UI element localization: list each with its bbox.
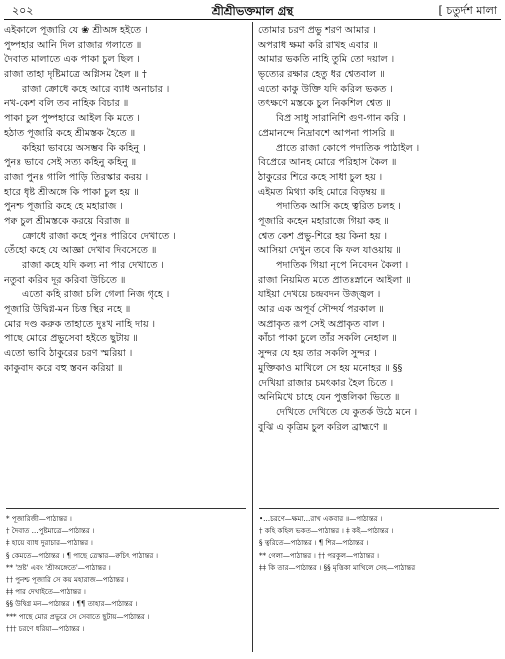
left-verse-list [4, 24, 248, 377]
verse-line: যাইয়া দেখয়ে চন্দ্রবদন উজ্জ্বল । [258, 289, 381, 301]
verse-line: পুনঃ ভাবে সেই সত্য কহিনু কহিনু ॥ [4, 157, 137, 169]
verse-line: এতো কাকু উক্তি যদি করিল ভকত । [258, 83, 393, 95]
verse-line: শ্বেত কেশ প্রভু-শিরে হয় কিনা হয় । [258, 230, 388, 242]
verse-line: আসিয়া দেখুন তবে কি ফল যাওয়ায় ॥ [258, 245, 401, 257]
verse-line: দেখিয়া রাজার চমৎকার হৈল চিতে । [258, 377, 394, 389]
verse-line: মুক্তিকাও মাখিলে সে হয় মনোহর ॥ §§ [258, 362, 403, 374]
verse-line: হারে ধৃষ্ট শ্রীঅঙ্গে কি পাকা চুল হয় ॥ [4, 186, 139, 198]
verse-line: আর এক অপূর্ব সৌন্দর্য পরকাল ॥ [258, 304, 384, 316]
verse-line: পাছে মোরে প্রভুসেবা হইতে ছুটায় ॥ [4, 333, 138, 345]
verse-line: প্রাতে রাজা কোপে পদাতিক পাঠাইল । [276, 142, 420, 154]
verse-line: বিপ্র সাধু সারানিশি গুণ-গান করি । [276, 113, 406, 125]
footnote: * পূজারিজী—পাঠান্তর । [6, 515, 72, 523]
verse-line: রাজা তাহা দৃষ্টিমাত্রে অগ্নিসম হৈল ॥ † [4, 69, 147, 81]
left-footnotes [6, 513, 250, 635]
verse-line: পুনশ্চ পূজারি কহে হে মহারাজ । [4, 201, 123, 213]
footnote: ** গেলা—পাঠান্তর । †† পরকুল—পাঠান্তর । [259, 551, 379, 560]
verse-line: নতুবা করিব দূর করিবা উচিতে ॥ [4, 274, 126, 286]
footnote: ‡‡ পার দেখাইতে—পাঠান্তর । [6, 588, 86, 597]
verse-line: এতো কহি রাজা চলি গেলা নিজ গৃহে । [22, 289, 170, 301]
page-number: ২০২ [12, 4, 34, 17]
verse-line: ভৃত্যের রক্ষার হেতু ধর শ্বেতবাল ॥ [258, 69, 385, 81]
footnote: † কহি কহিল ভকত—পাঠান্তর । ‡ কই—পাঠান্তর । [259, 527, 394, 536]
verse-line: এইমত মিথ্যা কহি মোরে বিড়ম্বয় ॥ [258, 186, 386, 198]
verse-line: বিপ্রেরে আনহ মোরে পরিহাস কৈল ॥ [258, 157, 397, 169]
column-divider [252, 22, 253, 652]
verse-line: পদাতিক আসি কহে ত্বরিত চলহ । [276, 201, 401, 213]
verse-line: পুষ্পহার আনি দিল রাজার গলাতে ॥ [4, 39, 142, 51]
verse-line: কহিয়া ভাবয়ে অসম্ভব কি কহিনু । [22, 142, 146, 154]
verse-line: পাকা চুল পুষ্পহারে আইল কি মতে । [4, 113, 140, 125]
footnote: § ত্বরিতে—পাঠান্তর । ¶ শির—পাঠান্তর । [259, 539, 369, 548]
verse-line: তোমার চরণ প্রভু শরণ আমার । [258, 25, 376, 36]
verse-line: রাজা ক্রোধে কহে আরে ব্যাধ অনাচার । [22, 83, 170, 95]
footnote-rule-right [259, 508, 499, 509]
verse-line: পূজারি কহেন মহারাজে গিয়া কহ ॥ [258, 215, 389, 227]
section-label: [ চতুর্দশ মালা [438, 4, 497, 17]
footnote: † দৈবাত …পুষ্টমাত্রে—পাঠান্তর । [6, 527, 95, 536]
footnote: § কেমতে—পাঠান্তর । ¶ পাছে ত্রেস্কার—ক্বচিৎ পাঠান্তর । [6, 551, 158, 560]
verse-line: তৎক্ষণে মস্তকে চুল নিকশিল শ্বেত ॥ [258, 98, 391, 110]
verse-line: নখ-কেশ বলি তব নাহিক বিচার ॥ [4, 98, 129, 110]
page-header [4, 2, 501, 20]
footnote: ††† চরণে ধরিয়া—পাঠান্তর । [6, 624, 85, 633]
footnote: •…চরণে—ক্ষমা…রাখ একবার ॥—পাঠান্তর । [259, 515, 383, 523]
verse-line: বুঝি এ কৃত্রিম চুল করিল ব্রাহ্মণে ॥ [258, 421, 388, 433]
verse-line: দৈবাত মালাতে এক পাকা চুল ছিল । [4, 54, 140, 66]
verse-line: অপরাধ ক্ষমা করি রাখহ এবার ॥ [258, 39, 378, 51]
verse-line: কাঁচা পাকা চুলে তাঁর সকলি নেহাল ॥ [258, 333, 397, 345]
right-verse-list [258, 24, 502, 435]
verse-line: পদাতিক গিয়া নৃপে নিবেদন কৈলা । [276, 260, 409, 271]
verse-line: আমার ভকতি নাহি তুমি তো দয়াল । [258, 54, 395, 66]
right-verse-column [258, 24, 502, 435]
footnote: *** পাছে মোর প্রভুরে সে সেবাতে ছুটায়—পাঠান্তর । [6, 612, 150, 621]
book-title: শ্রীশ্রীভক্তমাল গ্রন্থ [211, 4, 294, 18]
verse-line: অনিমিখে চাহে যেন পুত্তলিকা ভিতে ॥ [258, 392, 400, 404]
left-verse-column [4, 24, 248, 377]
footnote-rule-left [6, 508, 246, 509]
verse-line: দেখিতে দেখিতে যে কুতর্ক উঠে মনে । [276, 406, 418, 418]
right-footnotes [259, 513, 503, 574]
verse-line: প্রেমানন্দে নিদ্রাবশে আপনা পাসরি ॥ [258, 127, 395, 139]
verse-line: রাজা নিয়মিত মতে প্রাতঃস্নানে আইলা ॥ [258, 274, 411, 286]
verse-line: ঠাকুরের শিরে কহে সাধা চুল হয় । [258, 171, 383, 183]
footnote: †† পুনশ্চ পূজারি সে কয় মহারাজ—পাঠান্তর । [6, 575, 129, 584]
verse-line: রাজা পুনঃ গালি পাড়ি তিরস্কার করয় । [4, 171, 149, 183]
verse-line: রাজা কহে যদি কল্য না পার দেখাতে । [22, 260, 164, 271]
verse-line: অপ্রাকৃত রূপ সেই অপ্রাকৃত বাল । [258, 318, 385, 330]
verse-line: মোর দণ্ড করুক তাহাতে দুঃখ নাহি দায় । [4, 318, 156, 330]
verse-line: পক্ব চুল শ্রীমস্তকে করয়ে বিরাজ ॥ [4, 215, 130, 227]
verse-line: এতো ভাবি ঠাকুরের চরণ স্মরিয়া । [4, 348, 133, 360]
footnote: ** 'স্রষ্ট' এবং 'শ্রীঅঙ্গেতে'—পাঠান্তর । [6, 563, 111, 572]
footnote: ‡‡ কি তার—পাঠান্তর । §§ মৃত্তিকা মাখিলে সেহ—পাঠান্তর [259, 563, 416, 572]
verse-line: তেঁহো কহে যে আজ্ঞা দেখাব দিবসেতে ॥ [4, 245, 157, 257]
footnote: ‡ হায়ে ব্যাধ দুরাচার—পাঠান্তর । [6, 539, 93, 548]
verse-line: ক্রোধে রাজা কহে পুনঃ পারিবে দেখাতে । [22, 230, 176, 242]
verse-line: কাকুবাদ করে বহু স্তবন করিয়া ॥ [4, 362, 123, 374]
verse-line: সুন্দর যে হয় তার সকলি সুন্দর । [258, 348, 377, 360]
verse-line: পূজারি উদ্বিগ্ন-মন চিত্ত স্থির নহে ॥ [4, 304, 131, 316]
verse-line: এইকালে পূজারি যে ❀ শ্রীঅঙ্গ হইতে । [4, 25, 148, 36]
footnote: §§ উদ্বিগ্ন মন—পাঠান্তর । ¶¶ তাহার—পাঠান্তর । [6, 600, 138, 609]
verse-line: হঠাত পূজারি কহে শ্রীমস্তক হৈতে ॥ [4, 127, 136, 139]
